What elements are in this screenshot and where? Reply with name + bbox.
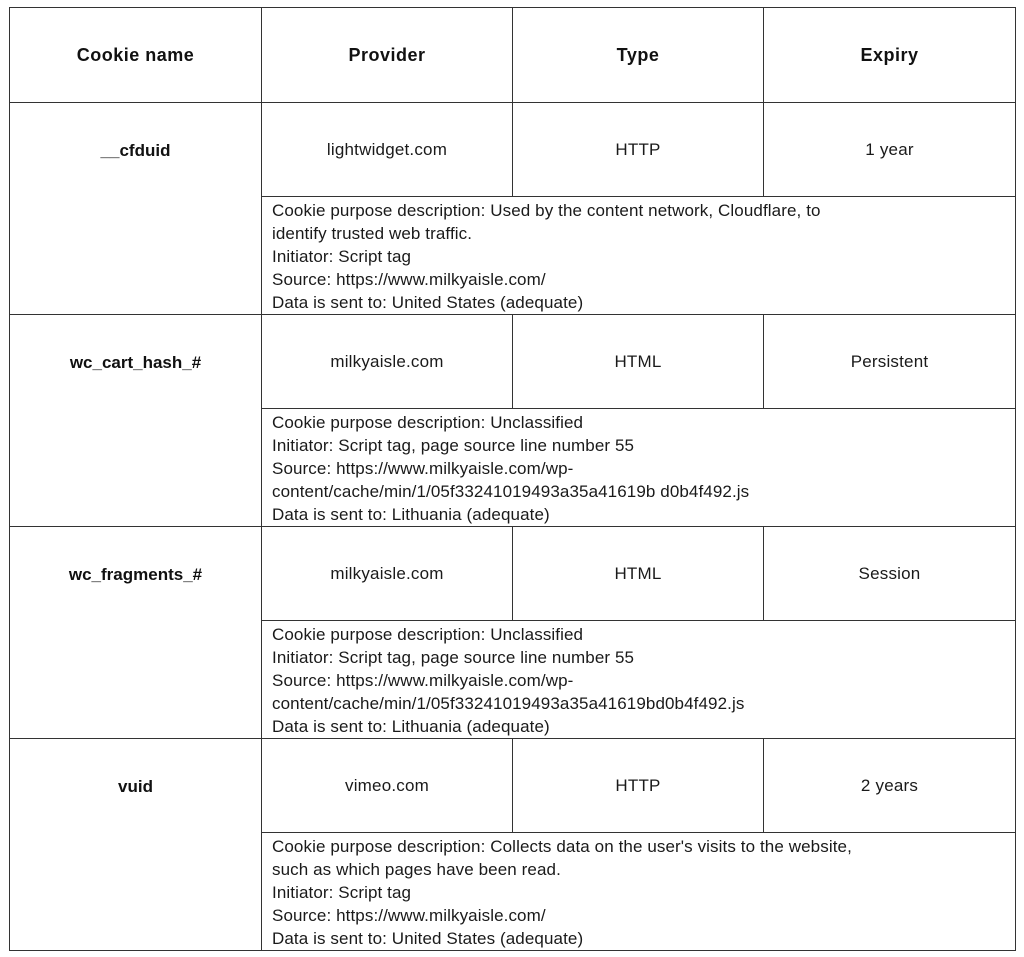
description-line: Source: https://www.milkyaisle.com/ — [272, 270, 546, 289]
description-line: Cookie purpose description: Collects data on the user's visits to the website, — [272, 837, 852, 856]
description-line: Data is sent to: Lithuania (adequate) — [272, 717, 550, 736]
description-line: Data is sent to: United States (adequate) — [272, 929, 584, 948]
table-row — [10, 103, 1016, 197]
provider-cell: lightwidget.com — [262, 103, 513, 197]
description-cell — [262, 621, 1016, 739]
column-header-cookie-name: Cookie name — [10, 8, 262, 103]
column-header-type: Type — [513, 8, 764, 103]
description-line: Source: https://www.milkyaisle.com/wp- — [272, 671, 574, 690]
description-line: Data is sent to: Lithuania (adequate) — [272, 505, 550, 524]
type-cell: HTTP — [513, 103, 764, 197]
provider-cell: milkyaisle.com — [262, 315, 513, 409]
cookie-name-cell: vuid — [10, 739, 262, 951]
description-line: Initiator: Script tag — [272, 883, 412, 902]
table-row — [10, 527, 1016, 621]
type-cell: HTML — [513, 527, 764, 621]
column-header-provider: Provider — [262, 8, 513, 103]
provider-cell: vimeo.com — [262, 739, 513, 833]
description-line: such as which pages have been read. — [272, 860, 561, 879]
description-cell — [262, 409, 1016, 527]
provider-cell: milkyaisle.com — [262, 527, 513, 621]
description-line: Initiator: Script tag, page source line number 55 — [272, 436, 635, 455]
cookie-name-cell: wc_cart_hash_# — [10, 315, 262, 527]
column-header-expiry: Expiry — [764, 8, 1016, 103]
description-line: Source: https://www.milkyaisle.com/ — [272, 906, 546, 925]
description-cell — [262, 833, 1016, 951]
description-line: content/cache/min/1/05f33241019493a35a41619b d0b4f492.js — [272, 482, 750, 501]
table-row — [10, 739, 1016, 833]
cookie-name-cell: __cfduid — [10, 103, 262, 315]
type-cell: HTML — [513, 315, 764, 409]
expiry-cell: Session — [764, 527, 1016, 621]
description-line: content/cache/min/1/05f33241019493a35a41619bd0b4f492.js — [272, 694, 745, 713]
expiry-cell: 1 year — [764, 103, 1016, 197]
type-cell: HTTP — [513, 739, 764, 833]
description-line: Initiator: Script tag — [272, 247, 412, 266]
description-line: Initiator: Script tag, page source line number 55 — [272, 648, 635, 667]
expiry-cell: 2 years — [764, 739, 1016, 833]
description-line: Source: https://www.milkyaisle.com/wp- — [272, 459, 574, 478]
expiry-cell: Persistent — [764, 315, 1016, 409]
description-line: Cookie purpose description: Used by the content network, Cloudflare, to — [272, 201, 821, 220]
cookie-name-cell: wc_fragments_# — [10, 527, 262, 739]
table-header-row — [10, 8, 1016, 103]
description-line: Cookie purpose description: Unclassified — [272, 625, 584, 644]
description-line: Cookie purpose description: Unclassified — [272, 413, 584, 432]
cookie-table — [9, 7, 1016, 951]
description-line: identify trusted web traffic. — [272, 224, 473, 243]
table-row — [10, 315, 1016, 409]
description-cell — [262, 197, 1016, 315]
description-line: Data is sent to: United States (adequate) — [272, 293, 584, 312]
